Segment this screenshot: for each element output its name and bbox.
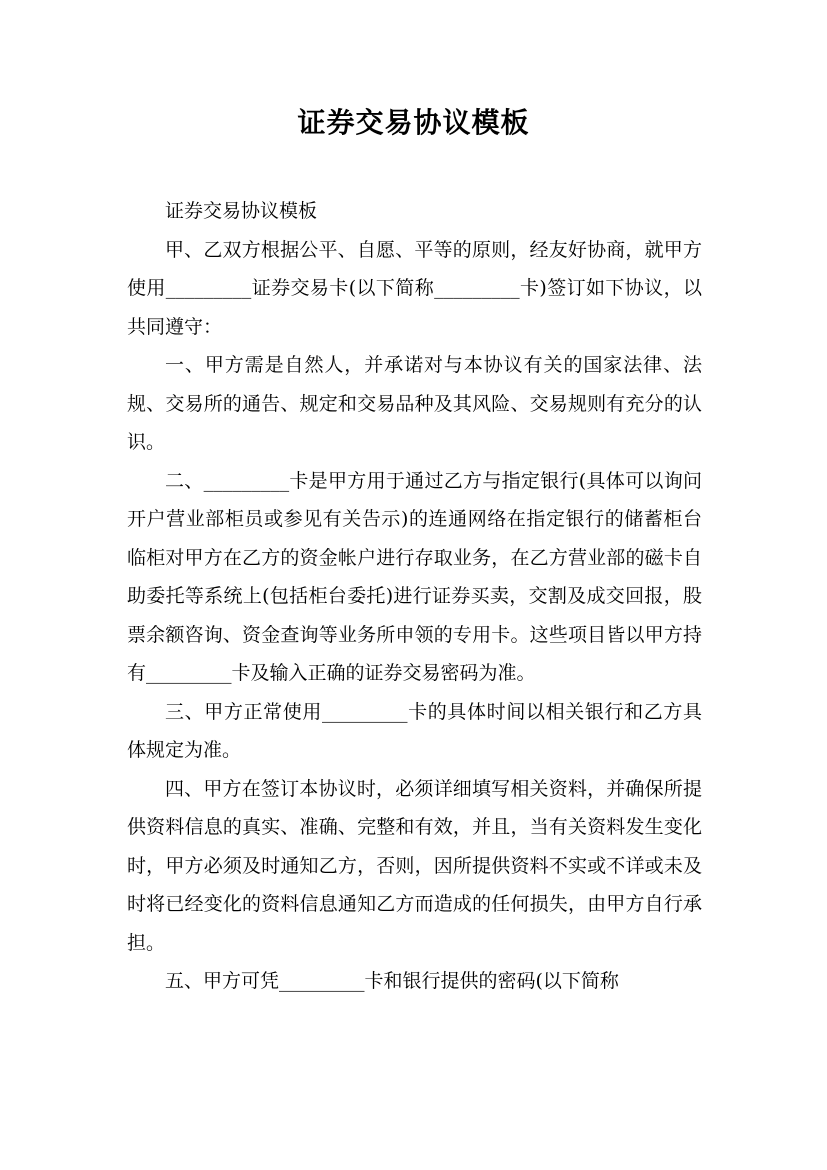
paragraph-clause-5: 五、甲方可凭_________卡和银行提供的密码(以下简称 [165,970,619,992]
paragraph-clause-2: 二、_________卡是甲方用于通过乙方与指定银行(具体可以询问开户营业部柜员或参见有关告示)的连通网络在指定银行的储蓄柜台临柜对甲方在乙方的资金帐户进行存取业务，在乙方营业部的磁卡自助委托等系统上(包括柜台委托)进行证券买卖，交割及成交回报，股票余额咨询、资金查询等业务所申领的专用卡。这些项目皆以甲方持有_________卡及输入正确的证券交易密码为准。 [127,469,702,684]
document-title: 证券交易协议模板 [297,106,530,139]
paragraph-clause-4: 四、甲方在签订本协议时，必须详细填写相关资料，并确保所提供资料信息的真实、准确、完整和有效，并且，当有关资料发生变化时，甲方必须及时通知乙方，否则，因所提供资料不实或不详或未及时将已经变化的资料信息通知乙方而造成的任何损失，由甲方自行承担。 [127,777,702,954]
paragraph-preamble: 甲、乙双方根据公平、自愿、平等的原则，经友好协商，就甲方使用_________证券交易卡(以下简称_________卡)签订如下协议，以共同遵守： [127,238,702,338]
paragraph-heading: 证券交易协议模板 [165,200,318,222]
paragraph-clause-1: 一、甲方需是自然人，并承诺对与本协议有关的国家法律、法规、交易所的通告、规定和交易品种及其风险、交易规则有充分的认识。 [127,354,702,453]
paragraph-clause-3: 三、甲方正常使用_________卡的具体时间以相关银行和乙方具体规定为准。 [127,700,702,761]
document-body [127,192,702,1001]
